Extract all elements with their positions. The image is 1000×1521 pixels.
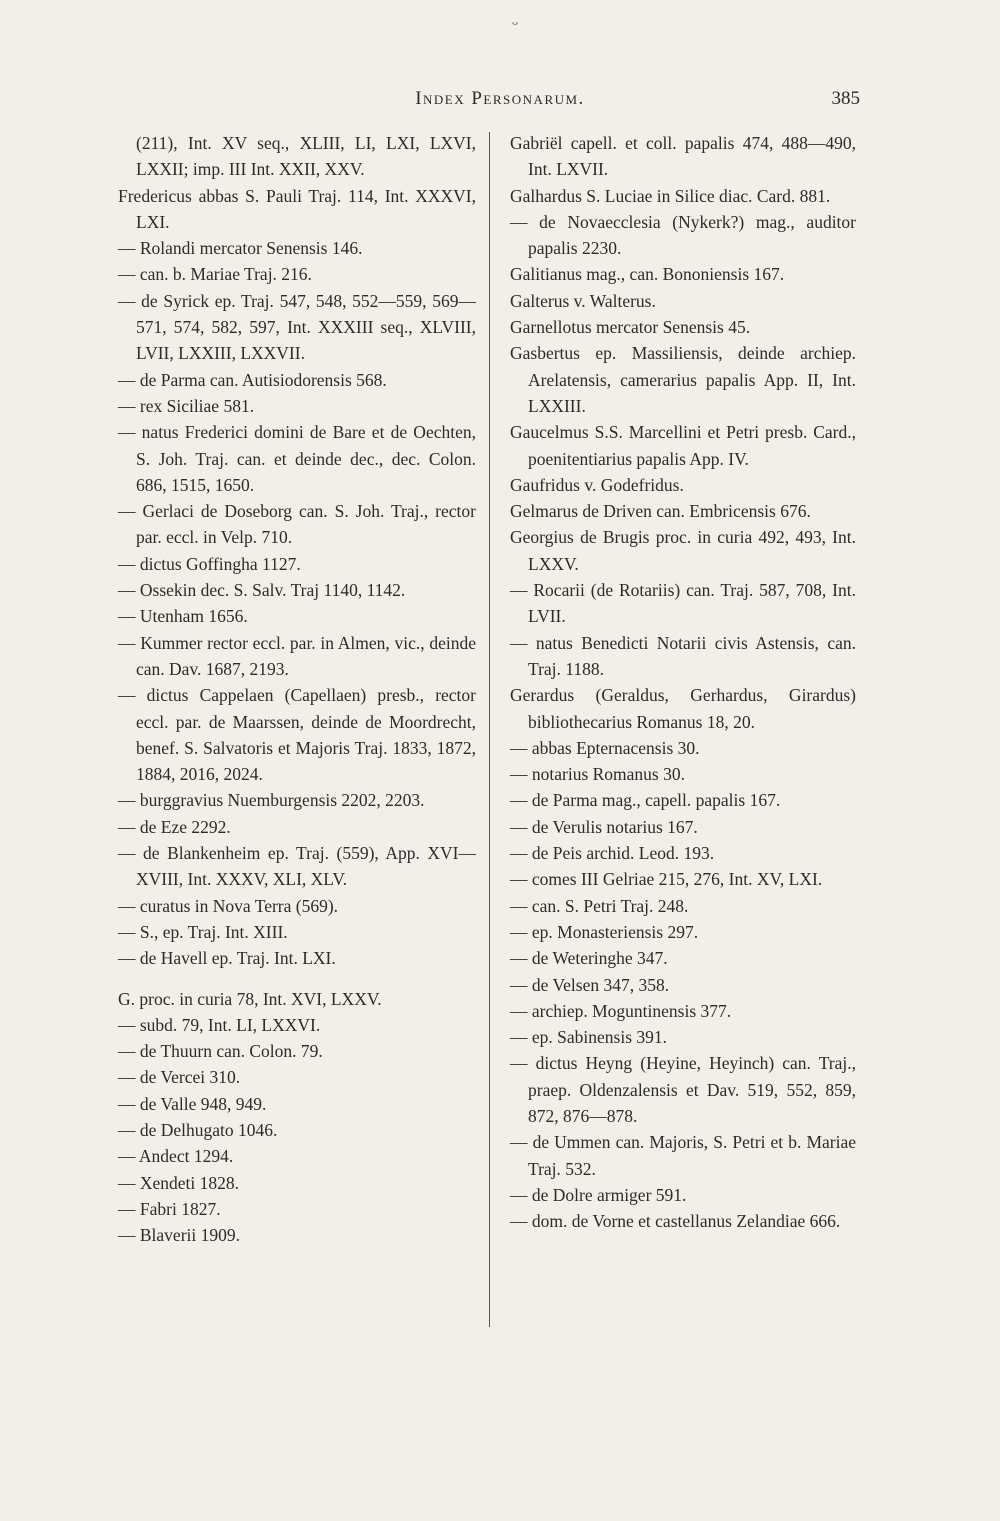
index-entry: — abbas Epternacensis 30. [510, 737, 700, 758]
section-gap [118, 972, 476, 986]
index-entry: — Blaverii 1909. [118, 1225, 240, 1246]
index-entry: — natus Frederici domini de Bare et de Oechten, S. Joh. Traj. can. et deinde dec., dec. Colon. 686, 1515, 1650. [118, 422, 476, 495]
index-entry: — ep. Sabinensis 391. [510, 1027, 668, 1048]
index-entry: — de Parma mag., capell. papalis 167. [510, 790, 781, 811]
index-entry: — rex Siciliae 581. [118, 395, 255, 416]
index-entry: — Rocarii (de Rotariis) can. Traj. 587, 708, Int. LVII. [510, 580, 856, 627]
index-entry: — Utenham 1656. [118, 606, 248, 627]
running-header-title: Index Personarum. [415, 88, 585, 109]
index-entry: Gaufridus v. Godefridus. [510, 474, 684, 495]
index-entry: — notarius Romanus 30. [510, 764, 685, 785]
index-entry: — dom. de Vorne et castellanus Zelandiae 666. [510, 1211, 841, 1232]
index-entry: — dictus Goffingha 1127. [118, 553, 301, 574]
index-entry: — dictus Heyng (Heyine, Heyinch) can. Traj., praep. Oldenzalensis et Dav. 519, 552, 859, 872, 876—878. [510, 1053, 856, 1126]
index-entry: — de Valle 948, 949. [118, 1093, 267, 1114]
index-entry: — S., ep. Traj. Int. XIII. [118, 921, 288, 942]
index-entry: — de Verulis notarius 167. [510, 816, 698, 837]
index-entry: — Kummer rector eccl. par. in Almen, vic., deinde can. Dav. 1687, 2193. [118, 632, 476, 679]
index-entry: — Rolandi mercator Senensis 146. [118, 238, 363, 259]
index-entry: — natus Benedicti Notarii civis Astensis, can. Traj. 1188. [510, 632, 856, 679]
index-entry: Gasbertus ep. Massiliensis, deinde archiep. Arelatensis, camerarius papalis App. II, Int. LXXIII. [510, 343, 856, 416]
index-entry: — de Peis archid. Leod. 193. [510, 843, 715, 864]
index-entry: (211), Int. XV seq., XLIII, LI, LXI, LXVI, LXXII; imp. III Int. XXII, XXV. [136, 133, 476, 180]
index-entry: Galterus v. Walterus. [510, 290, 656, 311]
index-entry: Galhardus S. Luciae in Silice diac. Card. 881. [510, 185, 831, 206]
index-entry: Gerardus (Geraldus, Gerhardus, Girardus) bibliothecarius Romanus 18, 20. [510, 685, 856, 732]
index-entry: — comes III Gelriae 215, 276, Int. XV, LXI. [510, 869, 823, 890]
index-entry: — de Vercei 310. [118, 1067, 241, 1088]
index-entry: — Fabri 1827. [118, 1198, 221, 1219]
index-entry: — curatus in Nova Terra (569). [118, 895, 339, 916]
index-entry: Garnellotus mercator Senensis 45. [510, 317, 751, 338]
index-entry: — de Blankenheim ep. Traj. (559), App. XVI—XVIII, Int. XXXV, XLI, XLV. [118, 843, 476, 890]
index-entry: — de Velsen 347, 358. [510, 974, 670, 995]
index-entry: — de Ummen can. Majoris, S. Petri et b. Mariae Traj. 532. [510, 1132, 856, 1179]
index-entry: — archiep. Moguntinensis 377. [510, 1000, 732, 1021]
index-entry: — dictus Cappelaen (Capellaen) presb., rector eccl. par. de Maarssen, deinde de Moordrecht, benef. S. Salvatoris et Majoris Traj. 1833, 1872, 1884, 2016, 2024. [118, 685, 476, 785]
index-entry: — de Weteringhe 347. [510, 948, 668, 969]
index-entry: — de Parma can. Autisiodorensis 568. [118, 369, 387, 390]
index-entry: — can. b. Mariae Traj. 216. [118, 264, 312, 285]
right-column [510, 130, 856, 1234]
index-entry: — de Delhugato 1046. [118, 1119, 278, 1140]
page-number: 385 [831, 88, 860, 109]
index-entry: Fredericus abbas S. Pauli Traj. 114, Int. XXXVI, LXI. [118, 185, 476, 232]
index-entry: Georgius de Brugis proc. in curia 492, 493, Int. LXXV. [510, 527, 856, 574]
index-entry: G. proc. in curia 78, Int. XVI, LXXV. [118, 988, 382, 1009]
index-entry: Gelmarus de Driven can. Embricensis 676. [510, 501, 811, 522]
index-entry: — Ossekin dec. S. Salv. Traj 1140, 1142. [118, 580, 406, 601]
column-divider [489, 132, 490, 1327]
index-entry: — Gerlaci de Doseborg can. S. Joh. Traj., rector par. eccl. in Velp. 710. [118, 501, 476, 548]
index-entry: — de Eze 2292. [118, 816, 231, 837]
index-entry: Gaucelmus S.S. Marcellini et Petri presb. Card., poenitentiarius papalis App. IV. [510, 422, 856, 469]
index-entry: Galitianus mag., can. Bononiensis 167. [510, 264, 785, 285]
page-speck: ᴗ [512, 14, 518, 28]
index-entry: — de Novaecclesia (Nykerk?) mag., auditor papalis 2230. [510, 211, 856, 259]
left-column [118, 130, 476, 1248]
index-entry: — de Havell ep. Traj. Int. LXI. [118, 948, 336, 969]
index-entry: — burggravius Nuemburgensis 2202, 2203. [118, 790, 425, 811]
index-entry: — de Syrick ep. Traj. 547, 548, 552—559, 569—571, 574, 582, 597, Int. XXXIII seq., XLVIII, LVII, LXXIII, LXXVII. [118, 290, 476, 364]
index-entry: — can. S. Petri Traj. 248. [510, 895, 689, 916]
index-entry: Gabriël capell. et coll. papalis 474, 488—490, Int. LXVII. [510, 133, 856, 180]
index-entry: — Andect 1294. [118, 1146, 234, 1167]
index-entry: — subd. 79, Int. LI, LXXVI. [118, 1014, 321, 1035]
index-entry: — Xendeti 1828. [118, 1172, 240, 1193]
index-entry: — ep. Monasteriensis 297. [510, 921, 699, 942]
index-entry: — de Thuurn can. Colon. 79. [118, 1041, 323, 1062]
index-entry: — de Dolre armiger 591. [510, 1184, 687, 1205]
